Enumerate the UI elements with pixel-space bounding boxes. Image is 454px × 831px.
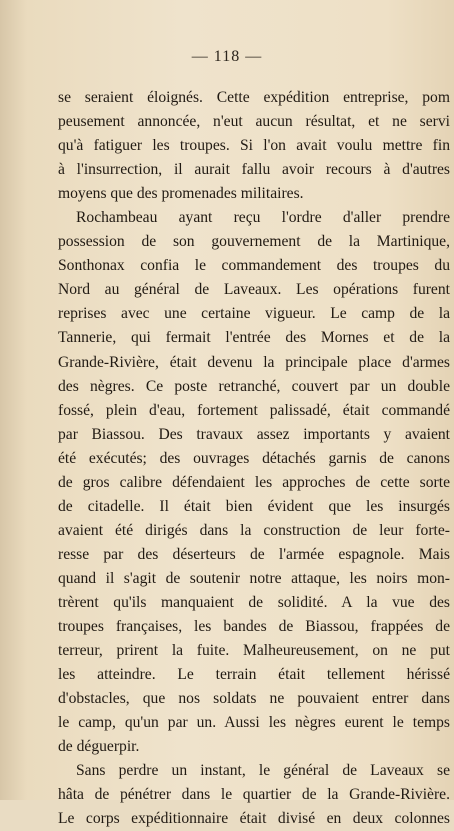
text-line: Tannerie, qui fermait l'entrée des Mornes et de la	[58, 329, 450, 347]
text-line: des nègres. Ce poste retranché, couvert par un double	[58, 377, 450, 395]
text-line: terreur, prirent la fuite. Malheureusement, on ne put	[58, 642, 450, 660]
text-line: Rochambeau ayant reçu l'ordre d'aller prendre	[76, 209, 450, 227]
text-line: le camp, qu'un par un. Aussi les nègres eurent le temps	[58, 714, 450, 732]
text-line: par Biassou. Des travaux assez importants y avaient	[58, 425, 450, 443]
text-line: hâta de pénétrer dans le quartier de la Grande-Rivière.	[58, 786, 450, 804]
text-line: de déguerpir.	[58, 738, 140, 756]
text-line: les atteindre. Le terrain était tellement hérissé	[58, 666, 450, 684]
text-line: Le corps expéditionnaire était divisé en deux colonnes	[58, 810, 450, 828]
text-line: peusement annoncée, n'eut aucun résultat, et ne servi	[58, 113, 450, 131]
text-line: possession de son gouvernement de la Martinique,	[58, 233, 450, 251]
text-line: de citadelle. Il était bien évident que les insurgés	[58, 497, 450, 515]
page-number: — 118 —	[191, 48, 263, 65]
text-line: trèrent qu'ils manquaient de solidité. A la vue des	[58, 593, 450, 611]
text-line: à l'insurrection, il aurait fallu avoir recours à d'autres	[58, 161, 450, 179]
text-line: avaient été dirigés dans la construction de leur forte-	[58, 521, 450, 539]
text-line: qu'à fatiguer les troupes. Si l'on avait voulu mettre fin	[58, 137, 450, 155]
text-line: resse par des déserteurs de l'armée espagnole. Mais	[58, 545, 450, 563]
text-line: Sans perdre un instant, le général de Laveaux se	[76, 762, 450, 780]
text-line: moyens que des promenades militaires.	[58, 185, 304, 203]
text-line: de gros calibre défendaient les approches de cette sorte	[58, 473, 450, 491]
text-line: troupes françaises, les bandes de Biassou, frappées de	[58, 618, 450, 636]
body-text	[58, 86, 450, 831]
text-line: quand il s'agit de soutenir notre attaque, les noirs mon-	[58, 569, 450, 587]
text-line: été exécutés; des ouvrages détachés garnis de canons	[58, 449, 450, 467]
text-line: Grande-Rivière, était devenu la principale place d'armes	[58, 353, 450, 371]
text-line: Sonthonax confia le commandement des troupes du	[58, 257, 450, 275]
text-line: se seraient éloignés. Cette expédition entreprise, pom	[58, 89, 450, 106]
text-line: Nord au général de Laveaux. Les opérations furent	[58, 281, 450, 299]
text-line: d'obstacles, que nos soldats ne pouvaient entrer dans	[58, 690, 450, 708]
text-line: fossé, plein d'eau, fortement palissadé, était commandé	[58, 401, 450, 419]
text-line: reprises avec une certaine vigueur. Le camp de la	[58, 305, 450, 323]
